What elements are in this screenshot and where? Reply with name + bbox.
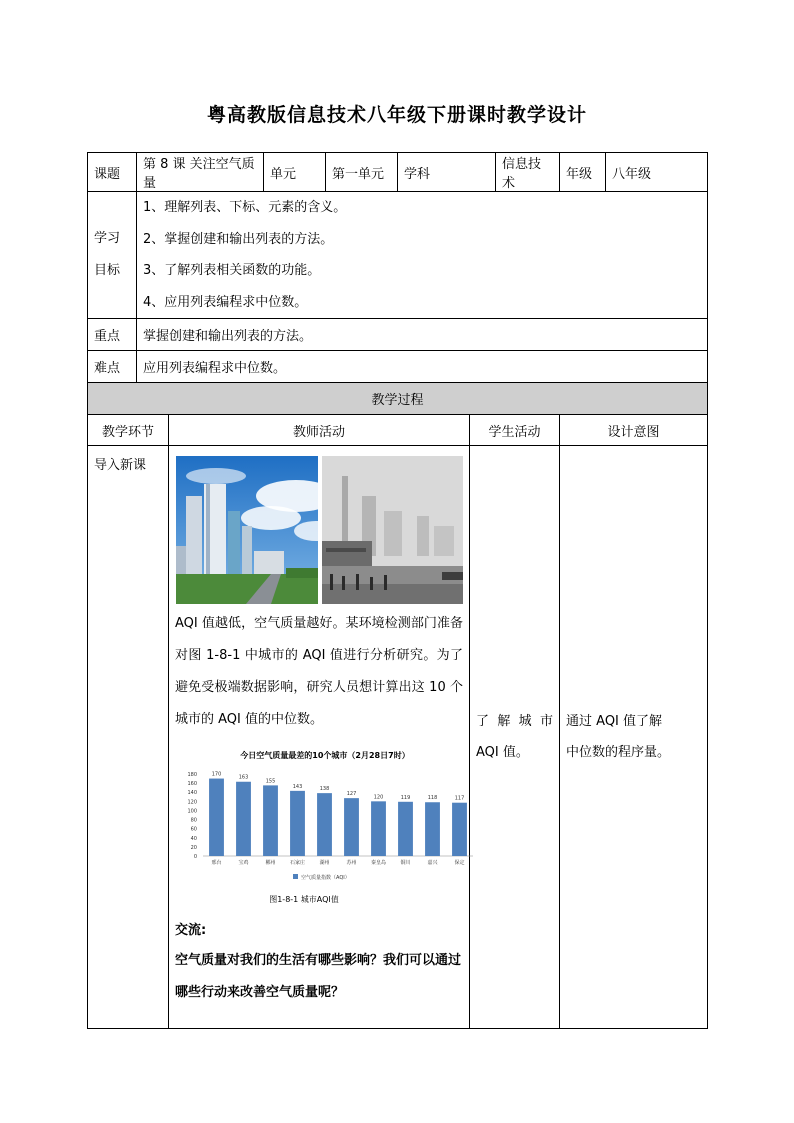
goals-label	[88, 192, 137, 319]
design-intent-line: 通过 AQI 值了解	[566, 714, 663, 729]
document-title: 粤高教版信息技术八年级下册课时教学设计	[206, 104, 587, 126]
design-intent	[560, 446, 708, 1029]
process-columns-row	[88, 415, 708, 446]
bar	[317, 793, 332, 856]
x-tick-label: 铜川	[400, 860, 411, 866]
intro-paragraph: AQI 值越低，空气质量越好。某环境检测部门准备对图 1-8-1 中城市的 AQI 值进行分析研究。为了避免受极端数据影响，研究人员想计算出这 10 个城市的 AQI 值的中位数。	[175, 616, 464, 727]
goal-item: 3、了解列表相关函数的功能。	[143, 263, 321, 278]
city-photos	[176, 456, 463, 604]
y-tick-label: 20	[190, 844, 197, 851]
goal-item: 1、理解列表、下标、元素的含义。	[143, 200, 347, 215]
subject-label: 学科	[398, 153, 496, 192]
col-stage: 教学环节	[88, 415, 169, 446]
bar-value-label: 120	[373, 794, 384, 801]
grade-label: 年级	[560, 153, 606, 192]
student-activity-line: AQI 值。	[476, 745, 529, 760]
y-tick-label: 0	[193, 854, 197, 860]
subject-value: 信息技术	[496, 153, 560, 192]
bar-value-label: 138	[319, 786, 330, 793]
y-tick-label: 120	[187, 799, 197, 806]
bar-value-label: 119	[400, 794, 411, 801]
bar	[371, 801, 386, 856]
goals-label-line2: 目标	[94, 263, 121, 278]
bar-value-label: 143	[292, 783, 303, 790]
lesson-row	[88, 446, 708, 1029]
legend-label: 空气质量指数（AQI）	[301, 875, 350, 881]
x-tick-label: 湖州	[319, 860, 330, 866]
bar-value-label: 170	[211, 771, 222, 778]
teacher-activity	[169, 446, 470, 1029]
goals-label-line1: 学习	[94, 231, 121, 246]
bar-value-label: 163	[238, 774, 249, 781]
unit-label: 单元	[264, 153, 326, 192]
x-tick-label: 保定	[454, 860, 465, 866]
x-tick-label: 石家庄	[289, 860, 306, 866]
bar	[425, 802, 440, 856]
col-teacher: 教师活动	[169, 415, 470, 446]
x-tick-label: 苏州	[346, 860, 357, 866]
unit-value: 第一单元	[326, 153, 398, 192]
process-header-row	[88, 383, 708, 415]
x-tick-label: 宝鸡	[238, 860, 249, 866]
design-intent-line: 中位数的程序量。	[566, 745, 671, 760]
x-tick-label: 秦皇岛	[370, 860, 387, 866]
topic-label: 课题	[88, 153, 137, 192]
y-tick-label: 80	[190, 817, 197, 824]
y-tick-label: 60	[190, 826, 197, 833]
goals-list	[137, 192, 708, 319]
bar-value-label: 117	[454, 795, 465, 802]
col-intent: 设计意图	[560, 415, 708, 446]
x-tick-label: 郴州	[265, 860, 276, 866]
grade-value: 八年级	[606, 153, 708, 192]
process-header: 教学过程	[88, 383, 708, 415]
y-tick-label: 180	[187, 772, 197, 778]
legend-swatch	[293, 874, 298, 879]
key-point-label: 重点	[88, 319, 137, 351]
chart-caption: 图1-8-1 城市AQI值	[269, 895, 339, 904]
y-tick-label: 140	[187, 790, 197, 797]
bar	[209, 779, 224, 856]
difficulty-label: 难点	[88, 351, 137, 383]
y-tick-label: 40	[190, 835, 197, 842]
bar-value-label: 155	[265, 778, 276, 785]
aqi-chart-wrapper	[175, 748, 463, 905]
bar	[398, 802, 413, 856]
y-tick-label: 100	[187, 808, 197, 815]
x-tick-label: 邢台	[211, 860, 222, 866]
goal-item: 2、掌握创建和输出列表的方法。	[143, 231, 334, 247]
aqi-bar-chart	[175, 748, 475, 888]
bar	[344, 798, 359, 856]
bar-value-label: 118	[427, 795, 438, 802]
bar	[452, 803, 467, 856]
bar	[263, 785, 278, 856]
info-row	[88, 153, 708, 192]
bar	[290, 791, 305, 856]
clear-sky-city-photo	[176, 456, 318, 604]
x-tick-label: 嘉兴	[427, 860, 438, 866]
topic-value: 第 8 课 关注空气质量	[137, 153, 264, 192]
bar	[236, 782, 251, 856]
goals-row	[88, 192, 708, 319]
y-tick-label: 160	[187, 781, 197, 788]
student-activity	[470, 446, 560, 1029]
smoggy-city-photo	[322, 456, 464, 604]
col-student: 学生活动	[470, 415, 560, 446]
chart-title: 今日空气质量最差的10个城市（2月28日7时）	[240, 751, 410, 760]
goal-item: 4、应用列表编程求中位数。	[143, 294, 308, 310]
discuss-title: 交流:	[175, 923, 207, 938]
key-point-value: 掌握创建和输出列表的方法。	[137, 319, 708, 351]
stage-cell: 导入新课	[88, 446, 169, 1029]
key-point-row	[88, 319, 708, 351]
difficulty-value: 应用列表编程求中位数。	[137, 351, 708, 383]
discuss-text: 空气质量对我们的生活有哪些影响？我们可以通过哪些行动来改善空气质量呢？	[175, 953, 462, 1000]
student-activity-line: 了解城市	[476, 714, 554, 729]
difficulty-row	[88, 351, 708, 383]
bar-value-label: 127	[346, 791, 357, 798]
lesson-plan-table	[87, 152, 708, 1029]
